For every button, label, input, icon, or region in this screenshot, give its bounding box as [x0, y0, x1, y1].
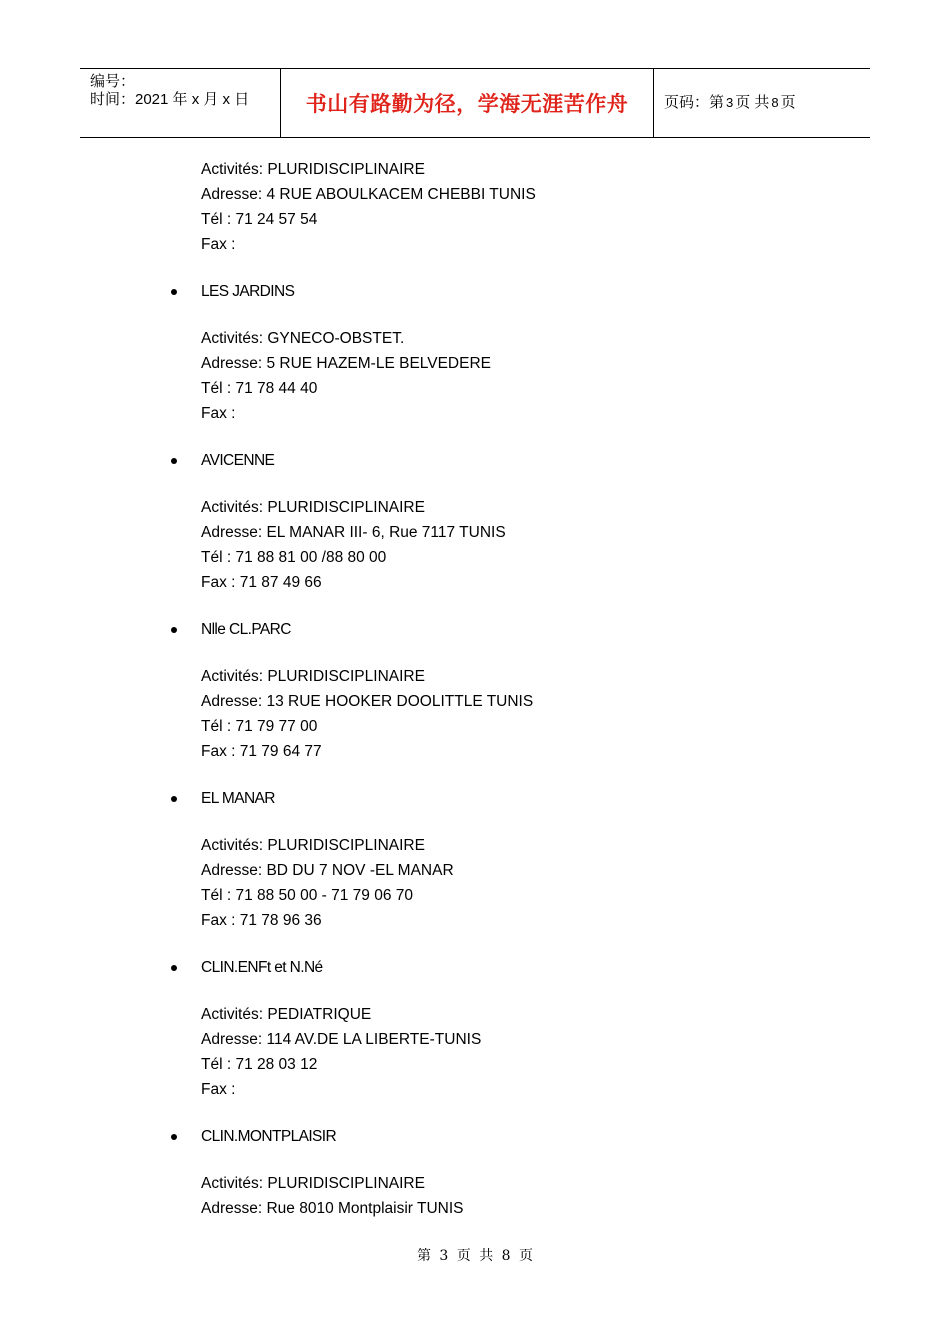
clinic-name: AVICENNE: [201, 452, 275, 469]
bullet-icon: [171, 796, 177, 802]
page-header: [80, 68, 870, 138]
bullet-icon: [171, 627, 177, 633]
entry-fax: Fax : 71 78 96 36: [201, 912, 322, 929]
entry-fax: Fax : 71 87 49 66: [201, 574, 322, 591]
entry-fax: Fax :: [201, 405, 236, 422]
page-mid: 页 共: [735, 94, 770, 111]
page-prefix: 页码：第: [664, 94, 725, 111]
page-suffix: 页: [780, 94, 796, 111]
entry-activity: Activités: PLURIDISCIPLINAIRE: [201, 668, 425, 685]
entry-phone: Tél : 71 28 03 12: [201, 1056, 318, 1073]
entry-address: Adresse: Rue 8010 Montplaisir TUNIS: [201, 1200, 464, 1217]
header-motto-cell: [281, 69, 654, 137]
bullet-icon: [171, 1134, 177, 1140]
bullet-icon: [171, 458, 177, 464]
header-meta-cell: [80, 69, 281, 137]
entry-phone: Tél : 71 24 57 54: [201, 211, 318, 228]
entry-activity: Activités: PLURIDISCIPLINAIRE: [201, 499, 425, 516]
page-current: 3: [726, 95, 734, 110]
document-date: 时间：2021 年 x 月 x 日: [90, 91, 250, 108]
clinic-name: EL MANAR: [201, 790, 275, 807]
page-total: 8: [771, 95, 779, 110]
entry-phone: Tél : 71 88 50 00 - 71 79 06 70: [201, 887, 413, 904]
entry-address: Adresse: EL MANAR III- 6, Rue 7117 TUNIS: [201, 524, 506, 541]
entry-address: Adresse: 5 RUE HAZEM-LE BELVEDERE: [201, 355, 491, 372]
page-indicator: [664, 93, 796, 113]
clinic-name: CLIN.ENFt et N.Né: [201, 959, 323, 976]
entry-activity: Activités: PEDIATRIQUE: [201, 1006, 372, 1023]
entry-address: Adresse: BD DU 7 NOV -EL MANAR: [201, 862, 454, 879]
clinic-name: CLIN.MONTPLAISIR: [201, 1128, 337, 1145]
entry-fax: Fax :: [201, 1081, 236, 1098]
document-number-label: 编号：: [90, 73, 136, 90]
entry-phone: Tél : 71 88 81 00 /88 80 00: [201, 549, 387, 566]
header-page-cell: [654, 69, 870, 137]
entry-address: Adresse: 13 RUE HOOKER DOOLITTLE TUNIS: [201, 693, 534, 710]
page-footer: 第 3 页 共 8 页: [416, 1248, 534, 1264]
entry-phone: Tél : 71 79 77 00: [201, 718, 318, 735]
entry-address: Adresse: 4 RUE ABOULKACEM CHEBBI TUNIS: [201, 186, 536, 203]
motto-text: 书山有路勤为径，学海无涯苦作舟: [305, 92, 629, 116]
entry-activity: Activités: PLURIDISCIPLINAIRE: [201, 837, 425, 854]
entry-activity: Activités: PLURIDISCIPLINAIRE: [201, 1175, 425, 1192]
entry-fax: Fax : 71 79 64 77: [201, 743, 322, 760]
clinic-name: LES JARDINS: [201, 283, 295, 300]
entry-activity: Activités: GYNECO-OBSTET.: [201, 330, 405, 347]
entry-address: Adresse: 114 AV.DE LA LIBERTE-TUNIS: [201, 1031, 482, 1048]
entry-fax: Fax :: [201, 236, 236, 253]
bullet-icon: [171, 289, 177, 295]
entry-phone: Tél : 71 78 44 40: [201, 380, 318, 397]
bullet-icon: [171, 965, 177, 971]
entry-activity: Activités: PLURIDISCIPLINAIRE: [201, 161, 425, 178]
clinic-name: Nlle CL.PARC: [201, 621, 291, 638]
